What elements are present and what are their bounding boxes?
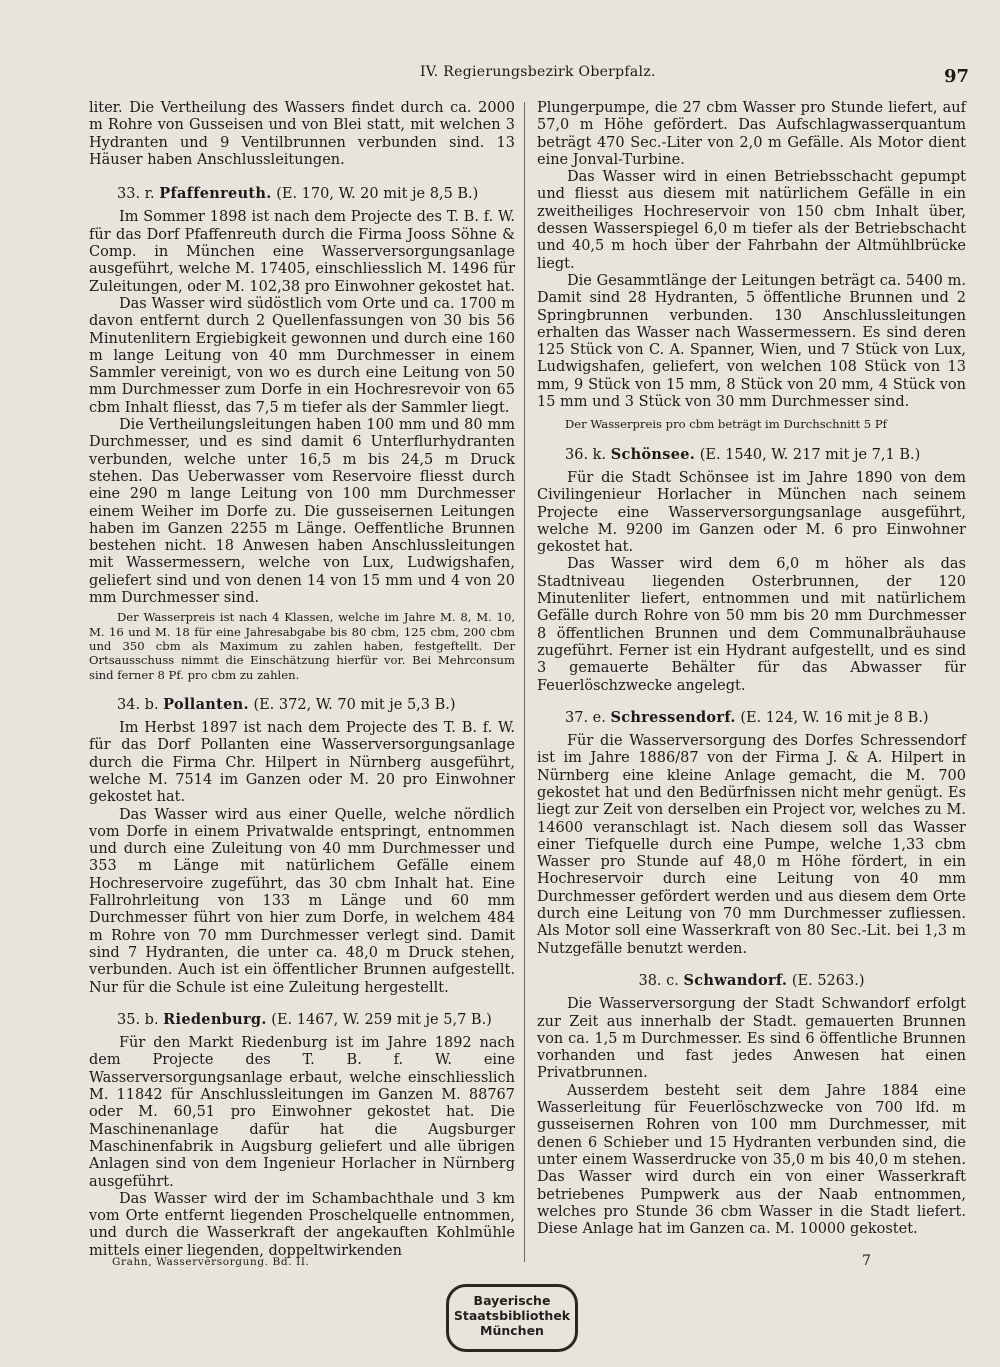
section-info: (E. 1467, W. 259 mit je 5,7 B.) <box>271 1011 492 1028</box>
section-place-name: Schwandorf. <box>683 971 788 989</box>
section-heading-35 <box>89 1011 515 1029</box>
section-number: 38. c. <box>638 972 679 989</box>
stamp-line: Staatsbibliothek <box>453 1308 571 1323</box>
section-number: 33. r. <box>117 186 155 203</box>
library-stamp <box>446 1284 578 1352</box>
paragraph: Die Gesammtlänge der Leitungen beträgt ca. 5400 m. Damit sind 28 Hydranten, 5 öffentliche Brunnen und 2 Springbrunnen verbunden. 130 Anschlussleitungen erhalten das Wasser nach Wassermessern. Es sind deren 125 Stück von C. A. Spanner, Wien, und 7 Stück von Lux, Ludwigshafen, geliefert, von welchen 108 Stück von 13 mm, 9 Stück von 15 mm, 8 Stück von 20 mm, 4 Stück von 15 mm und 3 Stück von 30 mm Durchmesser sind. <box>537 272 966 411</box>
section-place-name: Riedenburg. <box>163 1010 267 1028</box>
paragraph: Das Wasser wird in einen Betriebsschacht gepumpt und fliesst aus diesem mit natürlichem Gefälle in ein zweitheiliges Hochreservoir von 150 cbm Inhalt über, dessen Wasserspiegel 6,0 m tiefer als der Betriebschacht und 40,5 m hoch über der Fahrbahn der Altmühlbrücke liegt. <box>537 169 966 272</box>
section-heading-36 <box>537 446 966 464</box>
section-number: 34. b. <box>117 696 159 713</box>
paragraph: Im Herbst 1897 ist nach dem Projecte des T. B. f. W. für das Dorf Pollanten eine Wasserversorgungsanlage durch die Firma Chr. Hilpert in Nürnberg ausgeführt, welche M. 7514 im Ganzen oder M. 20 pro Einwohner gekostet hat. <box>89 720 515 806</box>
section-place-name: Pfaffenreuth. <box>159 185 272 203</box>
paragraph: liter. Die Vertheilung des Wassers findet durch ca. 2000 m Rohre von Gusseisen und von Blei statt, mit welchen 3 Hydranten und 9 Ventilbrunnen verbunden sind. 13 Häuser haben Anschlussleitungen. <box>89 100 515 168</box>
section-number: 37. e. <box>565 709 606 726</box>
paragraph: Das Wasser wird aus einer Quelle, welche nördlich vom Dorfe in einem Privatwalde entspringt, entnommen und durch eine Zuleitung von 40 mm Durchmesser und 353 m Länge mit natürlichem Gefälle einem Hochreservoire zugeführt, das 30 cbm Inhalt hat. Eine Fallrohrleitung von 133 m Länge und 60 mm Durchmesser führt von hier zum Dorfe, in welchem 484 m Rohre von 70 mm Durchmesser verlegt sind. Damit sind 7 Hydranten, die unter ca. 48,0 m Druck stehen, verbunden. Auch ist ein öffentlicher Brunnen aufgestellt. Nur für die Schule ist eine Zuleitung hergestellt. <box>89 806 515 996</box>
section-info: (E. 1540, W. 217 mit je 7,1 B.) <box>699 446 921 463</box>
paragraph: Im Sommer 1898 ist nach dem Projecte des T. B. f. W. für das Dorf Pfaffenreuth durch die Firma Jooss Söhne & Comp. in München eine Wasserversorgungsanlage ausgeführt, welche M. 17405, einschliesslich M. 1496 für Zuleitungen, oder M. 102,38 pro Einwohner gekostet hat. <box>89 209 515 295</box>
section-info: (E. 170, W. 20 mit je 8,5 B.) <box>276 186 479 203</box>
section-heading-38 <box>537 972 966 990</box>
section-info: (E. 372, W. 70 mit je 5,3 B.) <box>253 696 456 713</box>
paragraph: Das Wasser wird dem 6,0 m höher als das Stadtniveau liegenden Osterbrunnen, der 120 Minutenliter liefert, entnommen und mit natürlichem Gefälle durch Rohre von 50 mm bis 20 mm Durchmesser 8 öffentlichen Brunnen und dem Communalbräuhause zugeführt. Ferner ist ein Hydrant aufgestellt, und es sind 3 gemauerte Behälter für das Abwasser für Feuerlöschzwecke angelegt. <box>537 556 966 694</box>
paragraph: Ausserdem besteht seit dem Jahre 1884 eine Wasserleitung für Feuerlöschzwecke von 700 lfd. m gusseisernen Rohren von 100 mm Durchmesser, mit denen 6 Schieber und 15 Hydranten verbunden sind, die unter einem Wasserdrucke von 35,0 m bis 40,0 m stehen. Das Wasser wird durch ein von einer Wasserkraft betriebenes Pumpwerk aus der Naab entnommen, welches pro Stunde 36 cbm Wasser in die Stadt liefert. Diese Anlage hat im Ganzen ca. M. 10000 gekostet. <box>537 1082 966 1238</box>
paragraph: Für den Markt Riedenburg ist im Jahre 1892 nach dem Projecte des T. B. f. W. eine Wasserversorgungsanlage erbaut, welche einschliesslich M. 11842 für Anschlussleitungen im Ganzen M. 88767 oder M. 60,51 pro Einwohner gekostet hat. Die Maschinenanlage dafür hat die Augsburger Maschinenfabrik in Augsburg geliefert und alle übrigen Anlagen sind von dem Ingenieur Horlacher in Nürnberg ausgeführt. <box>89 1035 515 1190</box>
paragraph: Plungerpumpe, die 27 cbm Wasser pro Stunde liefert, auf 57,0 m Höhe gefördert. Das Aufschlagwasserquantum beträgt 470 Sec.-Liter von 2,0 m Gefälle. Als Motor dient eine Jonval-Turbine. <box>537 100 966 168</box>
stamp-line: Bayerische <box>473 1293 551 1308</box>
section-info: (E. 124, W. 16 mit je 8 B.) <box>740 709 929 726</box>
section-number: 35. b. <box>117 1011 159 1028</box>
section-number: 36. k. <box>565 446 607 463</box>
price-note: Der Wasserpreis pro cbm beträgt im Durchschnitt 5 Pf <box>565 417 887 432</box>
section-place-name: Schressendorf. <box>610 708 736 726</box>
signature-line: Grahn, Wasserversorgung. Bd. II. <box>112 1256 310 1268</box>
paragraph: Für die Stadt Schönsee ist im Jahre 1890 von dem Civilingenieur Horlacher in München nach seinem Projecte eine Wasserversorgungsanlage ausgeführt, welche M. 9200 im Ganzen oder M. 6 pro Einwohner gekostet hat. <box>537 469 966 556</box>
running-title: IV. Regierungsbezirk Oberpfalz. <box>420 64 656 80</box>
signature-mark: 7 <box>862 1253 871 1269</box>
page-number: 97 <box>944 66 970 87</box>
paragraph: Für die Wasserversorgung des Dorfes Schressendorf ist im Jahre 1886/87 von der Firma J. & A. Hilpert in Nürnberg eine kleine Anlage gemacht, die M. 700 gekostet hat und den Bedürfnissen nicht mehr genügt. Es liegt zur Zeit von derselben ein Project vor, welches zu M. 14600 veranschlagt ist. Nach diesem soll das Wasser einer Tiefquelle durch eine Pumpe, welche 1,33 cbm Wasser pro Stunde auf 48,0 m Höhe fördert, in ein Hochreservoir durch eine Leitung von 40 mm Durchmesser gefördert werden und aus diesem dem Orte durch eine Leitung von 70 mm Durchmesser zufliessen. Als Motor soll eine Wasserkraft von 80 Sec.-Lit. bei 1,3 m Nutzgefälle benutzt werden. <box>537 733 966 957</box>
stamp-line: München <box>480 1323 544 1338</box>
section-place-name: Pollanten. <box>163 695 249 713</box>
right-column <box>537 100 966 1238</box>
price-note: Der Wasserpreis ist nach 4 Klassen, welche im Jahre M. 8, M. 10, M. 16 und M. 18 für eine Jahresabgabe bis 80 cbm, 125 cbm, 200 cbm und 350 cbm als Maximum zu zahlen haben, festgeftellt. Der Ortsausschuss nimmt die Einschätzung hierfür vor. Bei Mehrconsum sind ferner 8 Pf. pro cbm zu zahlen. <box>89 610 515 682</box>
section-info: (E. 5263.) <box>791 972 865 989</box>
section-heading-34 <box>89 696 515 714</box>
left-column <box>89 100 515 1260</box>
paragraph: Das Wasser wird südöstlich vom Orte und ca. 1700 m davon entfernt durch 2 Quellenfassungen von 30 bis 56 Minutenlitern Ergiebigkeit gewonnen und durch eine 160 m lange Leitung von 40 mm Durchmesser in einem Sammler vereinigt, von wo es durch eine Leitung von 50 mm Durchmesser zum Dorfe in ein Hochresrevoir von 65 cbm Inhalt fliesst, das 7,5 m tiefer als der Sammler liegt. <box>89 295 515 416</box>
paragraph: Die Wasserversorgung der Stadt Schwandorf erfolgt zur Zeit aus innerhalb der Stadt. gemauerten Brunnen von ca. 1,5 m Durchmesser. Es sind 6 öffentliche Brunnen vorhanden und fast jedes Anwesen hat einen Privatbrunnen. <box>537 996 966 1082</box>
section-heading-37 <box>537 709 966 727</box>
paragraph: Die Vertheilungsleitungen haben 100 mm und 80 mm Durchmesser, und es sind damit 6 Unterflurhydranten verbunden, welche unter 16,5 m bis 24,5 m Druck stehen. Das Ueberwasser vom Reservoire fliesst durch eine 290 m lange Leitung von 100 mm Durchmesser einem Weiher im Dorfe zu. Die gusseisernen Leitungen haben im Ganzen 2255 m Länge. Oeffentliche Brunnen bestehen nicht. 18 Anwesen haben Anschlussleitungen mit Wassermessern, welche von Lux, Ludwigshafen, geliefert sind und von denen 14 von 15 mm und 4 von 20 mm Durchmesser sind. <box>89 417 515 607</box>
paragraph: Das Wasser wird der im Schambachthale und 3 km vom Orte entfernt liegenden Proschelquelle entnommen, und durch die Wasserkraft der angekauften Kohlmühle mittels einer liegenden, doppeltwirkenden <box>89 1190 515 1259</box>
section-place-name: Schönsee. <box>610 445 696 463</box>
section-heading-33 <box>89 185 515 203</box>
column-divider <box>524 102 525 1262</box>
